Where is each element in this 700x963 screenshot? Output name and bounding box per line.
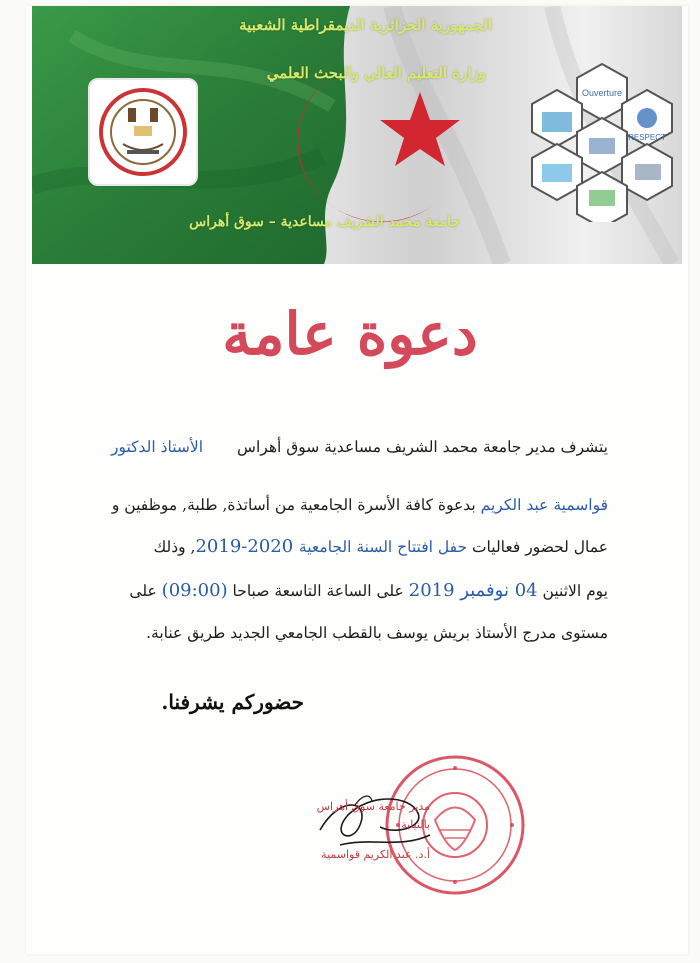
- header-line-1: الجمهورية الجزائرية الديمقراطية الشعبية: [239, 16, 492, 34]
- body-line-4-mid: على الساعة التاسعة صباحا: [227, 582, 409, 600]
- event-time: (09:00): [161, 580, 228, 601]
- body-line-1-title: الأستاذ الدكتور: [110, 438, 204, 456]
- event-name: حفل افتتاح السنة الجامعية: [298, 538, 468, 556]
- signature-line-2: بالنيابة: [401, 818, 430, 831]
- body-line-4-start: يوم الاثنين: [537, 582, 608, 600]
- closing-line: حضوركم يشرفنا.: [161, 690, 304, 714]
- academic-years: 2020-2019: [195, 536, 299, 557]
- body-line-3-start: عمال لحضور فعاليات: [467, 538, 608, 556]
- body-line-3: [90, 536, 608, 557]
- body-line-2-rest: بدعوة كافة الأسرة الجامعية من أساتذة, طلبة, موظفين و: [111, 496, 481, 514]
- signature-line-3: أ.د. عبد الكريم قواسمية: [321, 848, 430, 861]
- signature-line-1: مدير جامعة سوق أهراس: [316, 800, 430, 813]
- header-banner: [32, 6, 682, 264]
- svg-text:RESPECT: RESPECT: [628, 133, 666, 142]
- director-name: قواسمية عبد الكريم: [480, 496, 608, 514]
- body-line-1: [90, 438, 608, 456]
- body-line-5: مستوى مدرج الأستاذ بريش يوسف بالقطب الجامعي الجديد طريق عنابة.: [146, 624, 608, 642]
- body-line-2: [90, 496, 608, 514]
- svg-text:Ouverture: Ouverture: [581, 88, 623, 98]
- themes-hexagon-cluster: [517, 62, 682, 222]
- header-line-2: وزارة التعليم العالي والبحث العلمي: [266, 64, 486, 82]
- body-line-1-main: يتشرف مدير جامعة محمد الشريف مساعدية سوق أهراس: [237, 438, 608, 456]
- body-line-4-end: على: [129, 582, 162, 600]
- event-date: 04 نوفمبر 2019: [408, 580, 538, 601]
- university-logo: [88, 78, 198, 186]
- header-university-name: جامعة محمد الشريف مساعدية – سوق أهراس: [189, 214, 460, 230]
- body-line-3-end: , وذلك: [153, 538, 196, 556]
- invitation-title: دعوة عامة: [222, 300, 478, 368]
- body-line-4: [90, 580, 608, 601]
